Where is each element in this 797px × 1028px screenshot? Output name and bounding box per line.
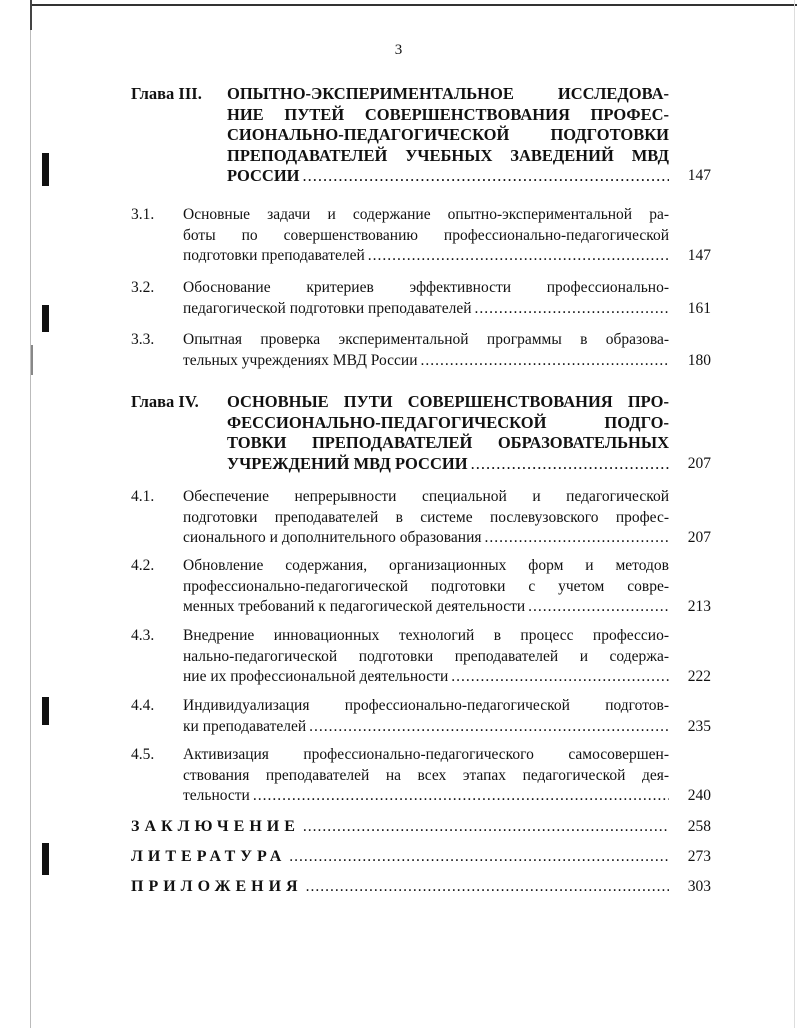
back-matter-page: 258 (687, 818, 711, 835)
section-4-1-line (183, 528, 669, 549)
section-3-3 (0, 330, 797, 371)
section-3-1-number: 3.1. (131, 206, 155, 223)
section-3-2 (0, 278, 797, 319)
section-4-5-line (183, 786, 669, 807)
section-4-3-number: 4.3. (131, 627, 155, 644)
chapter-4-title (227, 392, 669, 474)
back-matter-item (0, 817, 797, 838)
section-3-3-line: Опытная проверка экспериментальной программы в образова- (183, 331, 669, 348)
back-matter-page: 273 (687, 848, 711, 865)
back-matter-page: 303 (687, 878, 711, 895)
chapter-4-line: ТОВКИ ПРЕПОДАВАТЕЛЕЙ ОБРАЗОВАТЕЛЬНЫХ (227, 433, 669, 452)
back-matter-item (0, 877, 797, 898)
section-4-2-line: профессионально-педагогической подготовки с учетом совре- (183, 577, 669, 595)
section-4-5-line: ствования преподавателей на всех этапах педагогической дея- (183, 766, 669, 784)
section-4-3-line (183, 667, 669, 688)
back-matter-text: ПРИЛОЖЕНИЯ (131, 878, 303, 895)
section-3-1 (0, 205, 797, 267)
chapter-3-line: СИОНАЛЬНО-ПЕДАГОГИЧЕСКОЙ ПОДГОТОВКИ (227, 125, 669, 144)
chapter-3-number: Глава III. (131, 84, 202, 103)
section-3-2-number: 3.2. (131, 279, 155, 296)
dot-leader (309, 717, 669, 738)
dot-leader (451, 667, 669, 688)
section-4-3-page: 222 (687, 668, 711, 685)
section-3-3-line-text: тельных учреждениях МВД России (183, 351, 418, 369)
chapter-4-line: ФЕССИОНАЛЬНО-ПЕДАГОГИЧЕСКОЙ ПОДГО- (227, 412, 669, 432)
back-matter-title (131, 817, 669, 838)
section-4-1-title (183, 487, 669, 549)
section-3-1-title (183, 205, 669, 267)
dot-leader (485, 528, 669, 549)
dot-leader (253, 786, 669, 807)
section-4-2-line-text: менных требований к педагогической деятельности (183, 598, 526, 615)
dot-leader (289, 847, 669, 868)
chapter-3-title (227, 84, 669, 187)
section-3-1-line: Основные задачи и содержание опытно-экспериментальной ра- (183, 206, 669, 223)
dot-leader (475, 299, 670, 320)
section-4-3-line: Внедрение инновационных технологий в процесс профессио- (183, 627, 669, 644)
section-4-2-page: 213 (687, 598, 711, 615)
section-4-5-page: 240 (687, 787, 711, 804)
chapter-4-number: Глава IV. (131, 392, 199, 411)
chapter-3-line: ПРЕПОДАВАТЕЛЕЙ УЧЕБНЫХ ЗАВЕДЕНИЙ МВД (227, 145, 669, 165)
section-4-5-line: Активизация профессионально-педагогического самосовершен- (183, 746, 669, 763)
section-3-2-title (183, 278, 669, 319)
page-number: 3 (394, 42, 403, 58)
chapter-4-line (227, 454, 669, 475)
section-4-1-line-text: сионального и дополнительного образования (183, 529, 482, 546)
chapter-3-page: 147 (687, 167, 711, 184)
dot-leader (471, 454, 669, 475)
back-matter-line (131, 877, 669, 898)
section-3-3-page: 180 (687, 351, 711, 369)
section-4-5-line-text: тельности (183, 787, 250, 804)
dot-leader (306, 877, 669, 898)
chapter-3-line: НИЕ ПУТЕЙ СОВЕРШЕНСТВОВАНИЯ ПРОФЕС- (227, 104, 669, 124)
section-3-1-line: боты по совершенствованию профессионально-педагогической (183, 226, 669, 244)
back-matter-text: ЗАКЛЮЧЕНИЕ (131, 818, 300, 835)
section-4-4-number: 4.4. (131, 697, 155, 714)
section-4-1-page: 207 (687, 529, 711, 546)
section-3-2-line-text: педагогической подготовки преподавателей (183, 299, 472, 317)
dot-leader (303, 166, 669, 187)
dot-leader (420, 351, 669, 372)
section-3-1-page: 147 (687, 247, 711, 264)
chapter-4-line: ОСНОВНЫЕ ПУТИ СОВЕРШЕНСТВОВАНИЯ ПРО- (227, 392, 669, 411)
chapter-4 (0, 392, 797, 474)
scan-top-rule (30, 4, 797, 6)
section-4-5-number: 4.5. (131, 746, 155, 763)
section-4-2-line (183, 597, 669, 618)
section-4-1-line: подготовки преподавателей в системе послевузовского профес- (183, 508, 669, 526)
back-matter-title (131, 847, 669, 868)
section-4-3 (0, 626, 797, 688)
section-4-1-number: 4.1. (131, 488, 155, 505)
back-matter-line (131, 817, 669, 838)
section-4-5 (0, 745, 797, 807)
section-4-1 (0, 487, 797, 549)
dot-leader (368, 246, 669, 267)
section-4-3-line-text: ние их профессиональной деятельности (183, 668, 449, 685)
back-matter-text: ЛИТЕРАТУРА (131, 848, 287, 865)
section-4-2-line: Обновление содержания, организационных форм и методов (183, 557, 669, 574)
section-4-3-line: нально-педагогической подготовки преподавателей и содержа- (183, 647, 669, 665)
section-4-2-number: 4.2. (131, 557, 155, 574)
chapter-3-line: ОПЫТНО-ЭКСПЕРИМЕНТАЛЬНОЕ ИССЛЕДОВА- (227, 84, 669, 103)
section-3-3-number: 3.3. (131, 331, 155, 348)
section-3-3-title (183, 330, 669, 371)
section-4-4 (0, 696, 797, 737)
section-4-4-line (183, 717, 669, 738)
section-4-2-title (183, 556, 669, 618)
section-4-5-title (183, 745, 669, 807)
section-4-4-line-text: ки преподавателей (183, 717, 307, 735)
dot-leader (303, 817, 669, 838)
section-4-4-line: Индивидуализация профессионально-педагогической подготов- (183, 697, 669, 714)
section-3-2-line: Обоснование критериев эффективности профессионально- (183, 279, 669, 296)
dot-leader (528, 597, 669, 618)
chapter-4-line-text: УЧРЕЖДЕНИЙ МВД РОССИИ (227, 453, 468, 473)
chapter-3-line (227, 166, 669, 187)
section-4-1-line: Обеспечение непрерывности специальной и педагогической (183, 488, 669, 505)
chapter-3-line-text: РОССИИ (227, 166, 300, 185)
chapter-3 (0, 84, 797, 187)
section-3-2-page: 161 (687, 299, 711, 317)
section-4-4-title (183, 696, 669, 737)
section-3-1-line-text: подготовки преподавателей (183, 247, 365, 264)
back-matter-item (0, 847, 797, 868)
back-matter-line (131, 847, 669, 868)
section-3-3-line (183, 351, 669, 372)
section-4-4-page: 235 (687, 717, 711, 735)
scan-left-rule-dark (30, 0, 32, 30)
section-4-2 (0, 556, 797, 618)
section-4-3-title (183, 626, 669, 688)
chapter-4-page: 207 (687, 454, 711, 472)
back-matter-title (131, 877, 669, 898)
section-3-2-line (183, 299, 669, 320)
section-3-1-line (183, 246, 669, 267)
